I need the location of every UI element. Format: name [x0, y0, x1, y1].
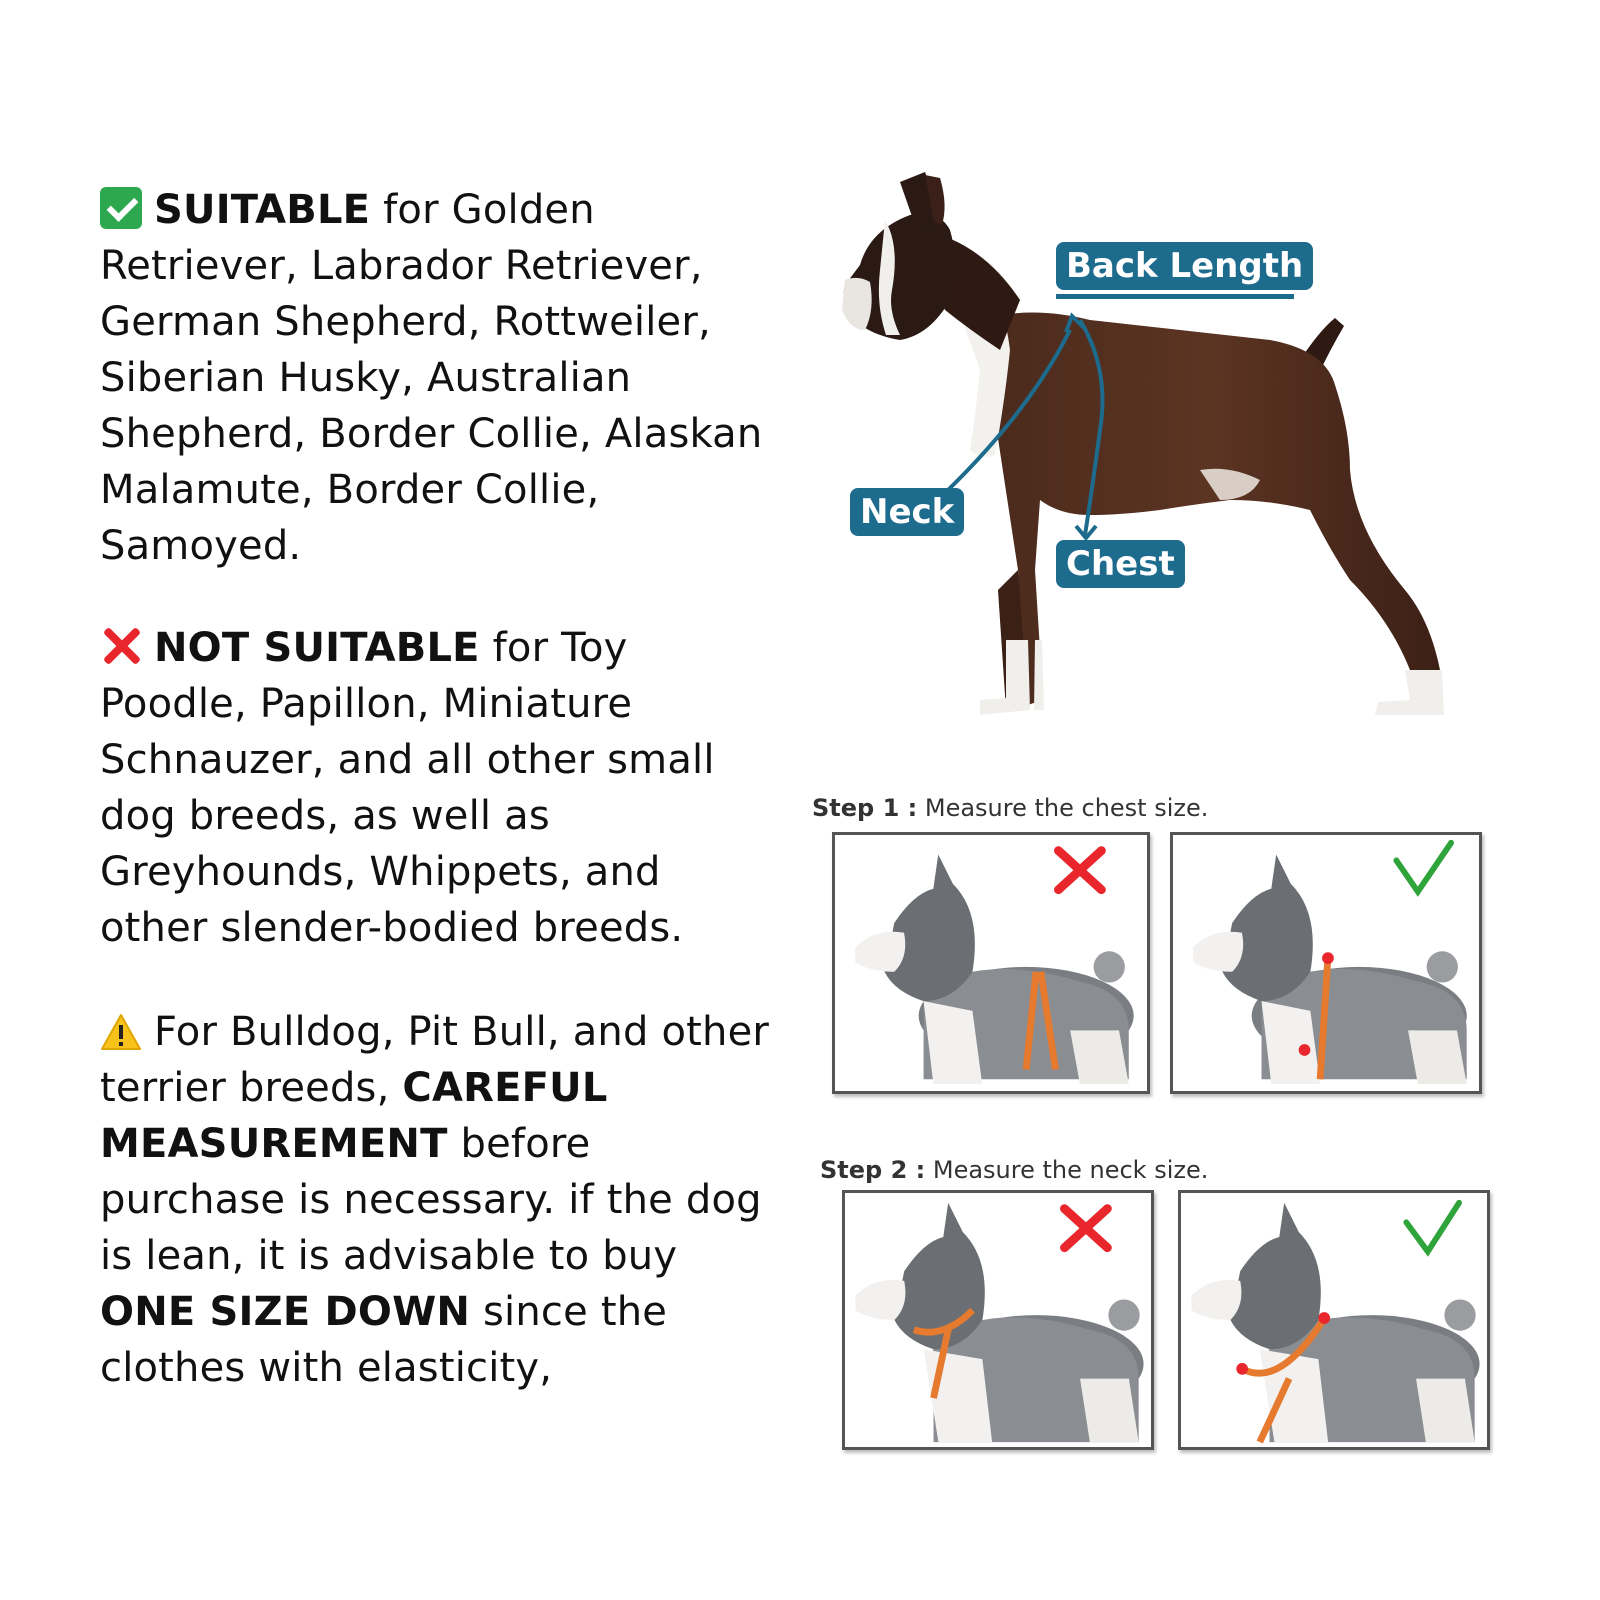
step2-text: Measure the neck size. [925, 1156, 1209, 1184]
one-size-down-emphasis: ONE SIZE DOWN [100, 1289, 471, 1335]
schnauzer-neck-wrong-illustration [845, 1193, 1151, 1447]
back-length-label: Back Length [1056, 242, 1313, 290]
caution-text-3: since the clothes with elasticity, [100, 1289, 668, 1391]
warning-icon [100, 1013, 142, 1051]
schnauzer-neck-right-illustration [1181, 1193, 1487, 1447]
back-length-underline [1056, 294, 1294, 299]
chest-right-example-photo [1170, 832, 1482, 1094]
schnauzer-chest-wrong-illustration [835, 835, 1147, 1091]
step2-caption [820, 1156, 1208, 1184]
not-suitable-heading: NOT SUITABLE [154, 625, 480, 671]
caution-paragraph [100, 1004, 780, 1396]
suitable-heading: SUITABLE [154, 187, 371, 233]
caution-text-2: before purchase is necessary. if the dog is lean, it is advisable to buy [100, 1121, 762, 1279]
chest-label: Chest [1056, 540, 1185, 588]
chest-wrong-example-photo [832, 832, 1150, 1094]
not-suitable-paragraph [100, 620, 780, 956]
step1-text: Measure the chest size. [917, 794, 1209, 822]
suitable-breeds: for Golden Retriever, Labrador Retriever, German Shepherd, Rottweiler, Siberian Husky, Australian Shepherd, Border Collie, Alaskan Malamute, Border Collie, Samoyed. [100, 187, 763, 569]
careful-measurement-emphasis: CAREFUL MEASUREMENT [100, 1065, 608, 1167]
wrong-cross-icon [1058, 851, 1101, 890]
neck-label: Neck [850, 488, 964, 536]
right-check-icon [1396, 843, 1451, 892]
right-check-icon [1406, 1203, 1459, 1252]
step1-prefix: Step 1 : [812, 794, 918, 822]
wrong-cross-icon [1064, 1209, 1107, 1248]
neck-right-example-photo [1178, 1190, 1490, 1450]
step1-caption [812, 794, 1208, 822]
caution-text-1: For Bulldog, Pit Bull, and other terrier breeds, [100, 1009, 770, 1111]
check-mark-icon [100, 187, 142, 229]
step2-prefix: Step 2 : [820, 1156, 926, 1184]
not-suitable-breeds: for Toy Poodle, Papillon, Miniature Schnauzer, and all other small dog breeds, as well as Greyhounds, Whippets, and other slender-bodied breeds. [100, 625, 715, 951]
schnauzer-chest-right-illustration [1173, 835, 1479, 1091]
cross-mark-icon [100, 625, 142, 667]
neck-wrong-example-photo [842, 1190, 1154, 1450]
suitable-paragraph [100, 182, 780, 574]
